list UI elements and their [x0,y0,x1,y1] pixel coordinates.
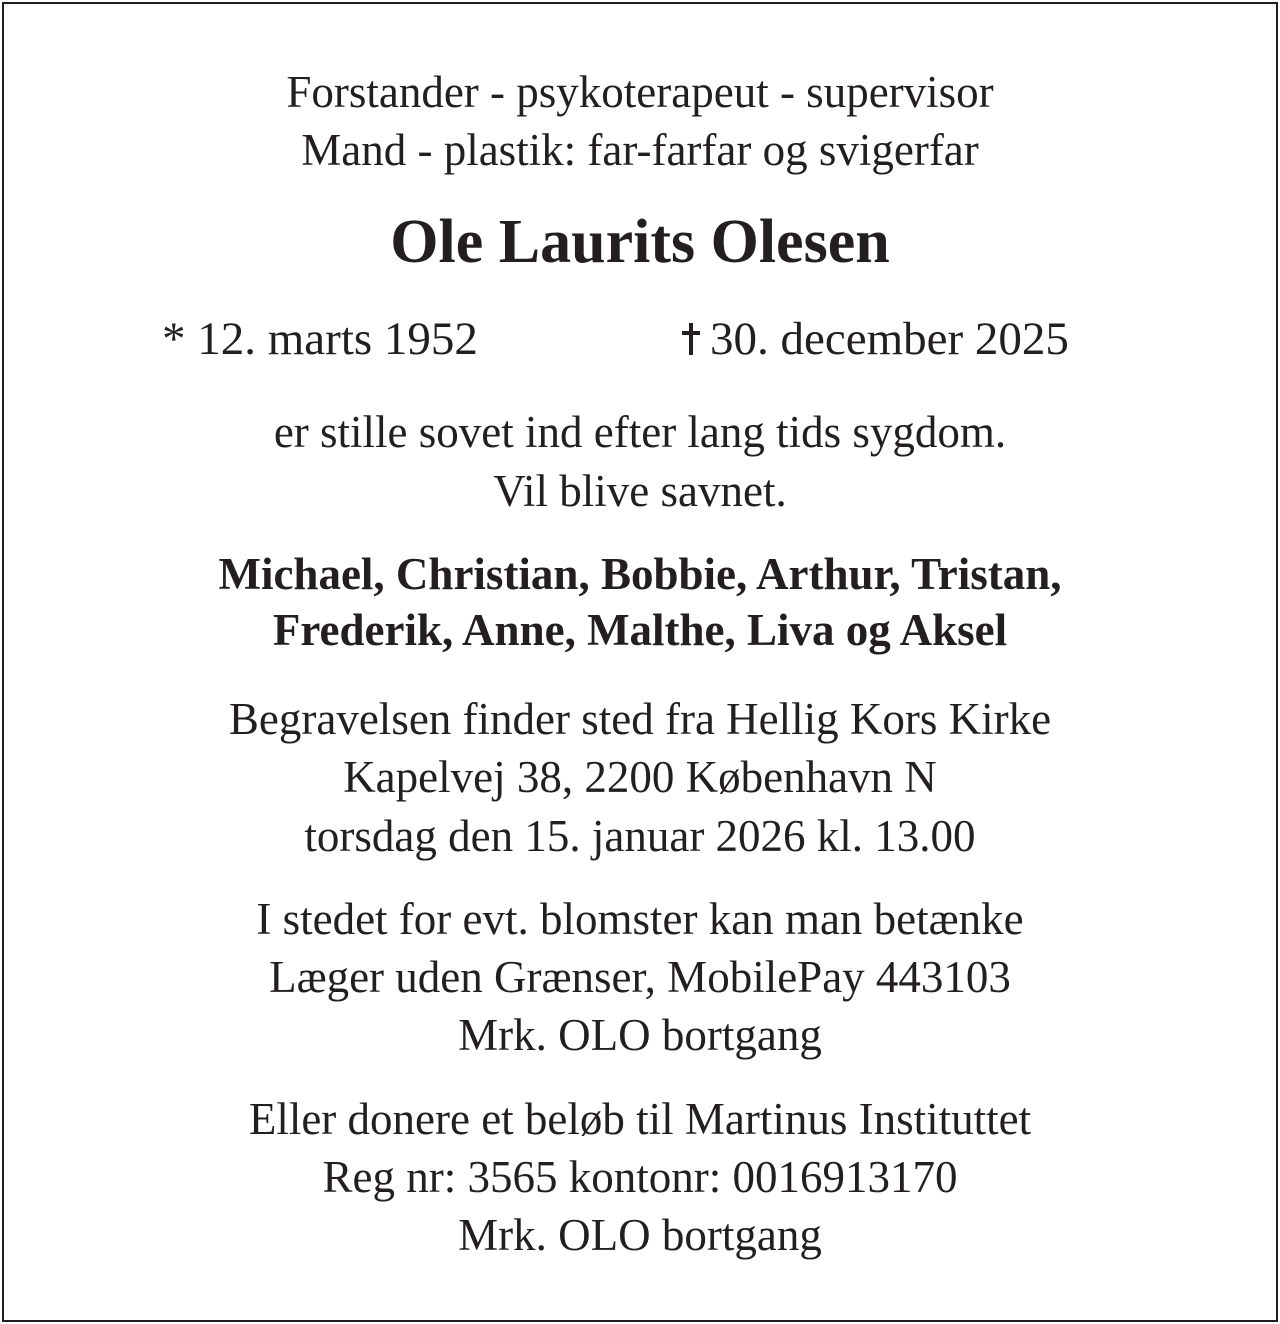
birth-symbol: * [162,313,186,365]
birth-date [162,313,478,365]
role-line: Forstander - psykoterapeut - supervisor [286,67,994,117]
donation-1-line-2: Læger uden Grænser, MobilePay 443103 [269,952,1011,1002]
funeral-line-2: Kapelvej 38, 2200 København N [343,752,937,802]
cross-icon [682,323,700,355]
funeral-line-3: torsdag den 15. januar 2026 kl. 13.00 [304,811,976,861]
death-date-text: 30. december 2025 [710,313,1069,365]
donation-2-line-1: Eller donere et beløb til Martinus Instituttet [248,1094,1032,1144]
deceased-name: Ole Laurits Olesen [390,208,890,276]
message-line-1: er stille sovet ind efter lang tids sygdom. [273,407,1007,457]
donation-2-line-2: Reg nr: 3565 kontonr: 0016913170 [322,1152,958,1202]
donation-2-line-3: Mrk. OLO bortgang [458,1210,822,1260]
family-role-line: Mand - plastik: far-farfar og svigerfar [301,125,979,175]
obituary-notice [2,2,1278,1322]
family-line-1: Michael, Christian, Bobbie, Arthur, Tristan, [218,549,1062,599]
message-line-2: Vil blive savnet. [493,466,787,516]
death-date [682,313,1069,365]
family-line-2: Frederik, Anne, Malthe, Liva og Aksel [272,605,1008,655]
donation-1-line-1: I stedet for evt. blomster kan man betænke [256,894,1024,944]
funeral-line-1: Begravelsen finder sted fra Hellig Kors Kirke [228,694,1052,744]
donation-1-line-3: Mrk. OLO bortgang [458,1010,822,1060]
birth-date-text: 12. marts 1952 [197,313,478,365]
